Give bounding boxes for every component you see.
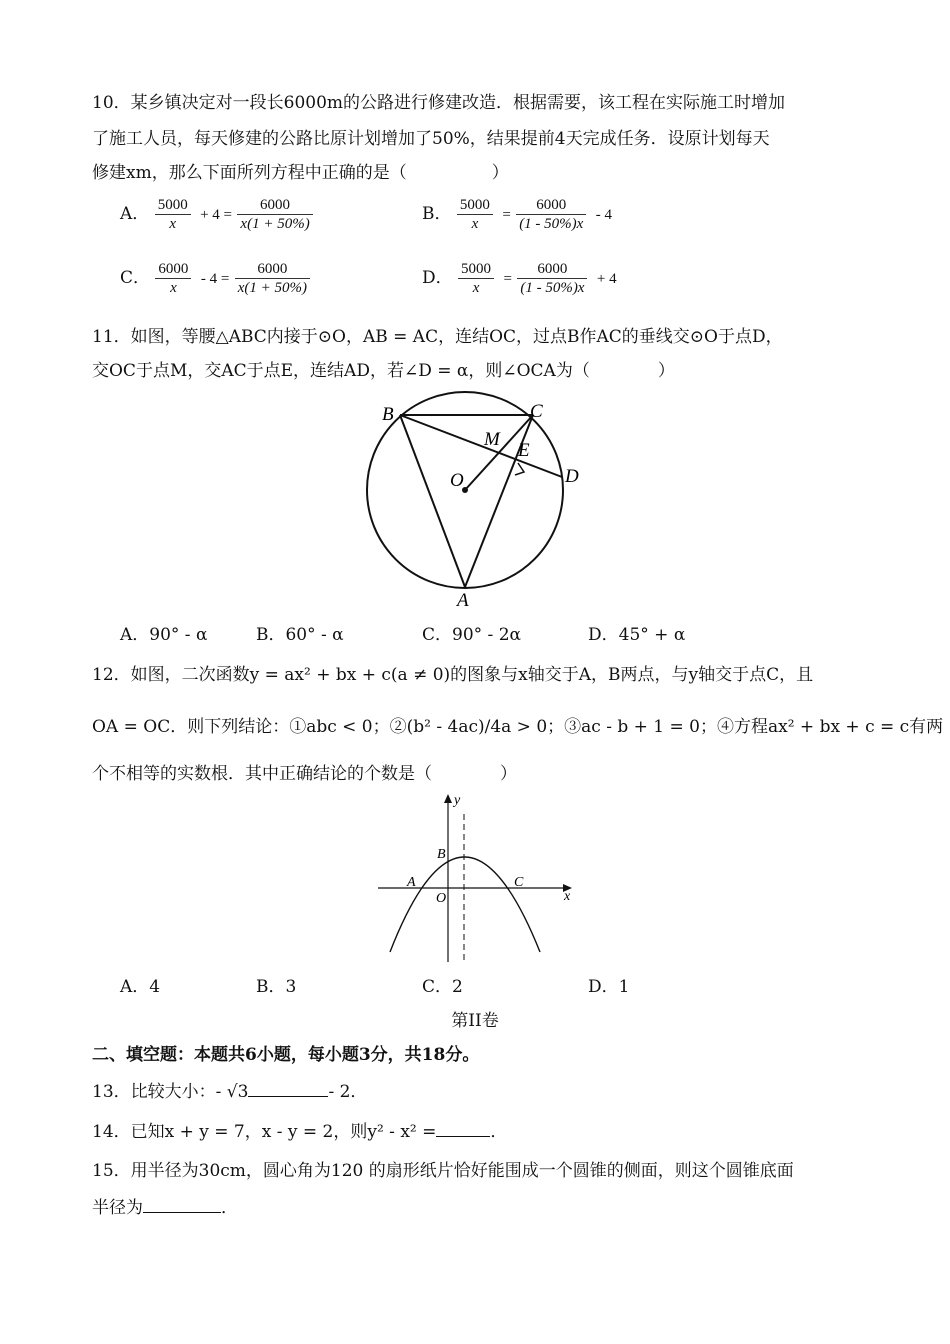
q13-line — [92, 1078, 367, 1105]
fig-label-d: D — [565, 466, 579, 487]
chord-ba — [400, 415, 465, 587]
q10-line-1: 10．某乡镇决定对一段长6000m的公路进行修建改造．根据需要，该工程在实际施工时增加 — [92, 93, 786, 113]
fig-label-o: O — [436, 891, 447, 906]
q15-line-1: 15．用半径为30cm，圆心角为120 的扇形纸片恰好能围成一个圆锥的侧面，则这个圆锥底面 — [92, 1161, 794, 1181]
fig-label-b: B — [382, 404, 394, 425]
q12-option-c: C．2 — [422, 977, 463, 997]
right-angle-mark — [515, 463, 524, 475]
fig-label-x: x — [564, 889, 571, 904]
q12-option-a: A．4 — [120, 977, 161, 997]
fig-label-a: A — [457, 590, 469, 611]
q11-option-a: A．90° - α — [120, 625, 208, 645]
q12-line-2: OA = OC．则下列结论：①abc < 0；②(b² - 4ac)/4a > 0；③ac - b + 1 = 0；④方程ax² + bx + c = c有两 — [92, 717, 944, 737]
fig-label-b: B — [437, 847, 446, 862]
fig-label-o: O — [450, 470, 464, 491]
q15-answer-blank[interactable] — [143, 1194, 221, 1213]
y-axis-arrow — [444, 794, 452, 803]
q14-text-end: ． — [490, 1122, 508, 1142]
q11-line-1: 11．如图，等腰△ABC内接于⊙O，AB = AC，连结OC，过点B作AC的垂线交⊙O于点D， — [92, 327, 783, 347]
q10-option-c: C． $\frac{6000}{x}$ - 4 = $\frac{6000}{x(1 + 50\%)}$ — [120, 260, 314, 297]
q14-answer-blank[interactable] — [436, 1118, 490, 1137]
q10-option-d: D． $\frac{5000}{x}$ = $\frac{6000}{(1 - 50\%)x}$ + 4 — [422, 261, 617, 296]
fig-label-c: C — [514, 875, 524, 890]
q12-line-1: 12．如图，二次函数y = ax² + bx + c(a ≠ 0)的图象与x轴交于A，B两点，与y轴交于点C，且 — [92, 665, 814, 685]
section-heading: 二、填空题：本题共6小题，每小题3分，共18分。 — [92, 1045, 480, 1065]
q10-option-b: B． $\frac{5000}{x}$ = $\frac{6000}{(1 - 50\%)x}$ - 4 — [422, 197, 612, 232]
fig-label-a: A — [407, 875, 416, 890]
q13-answer-blank[interactable] — [248, 1078, 328, 1097]
q12-line-3: 个不相等的实数根．其中正确结论的个数是（ ） — [92, 764, 517, 784]
fig-label-c: C — [530, 401, 543, 422]
q11-option-b: B．60° - α — [256, 625, 344, 645]
q12-option-b: B．3 — [256, 977, 297, 997]
q14-text: 14．已知x + y = 7，x - y = 2，则y² - x² = — [92, 1122, 437, 1142]
fig-label-e: E — [518, 440, 530, 461]
q11-option-d: D．45° + α — [588, 625, 686, 645]
fig-label-m: M — [484, 429, 500, 450]
fig-label-y: y — [454, 793, 461, 808]
q10-line-3: 修建xm，那么下面所列方程中正确的是（ ） — [92, 163, 509, 183]
q15-line-2 — [92, 1194, 238, 1221]
q12-parabola-figure — [370, 788, 580, 964]
q11-line-2: 交OC于点M，交AC于点E，连结AD，若∠D = α，则∠OCA为（ ） — [92, 361, 675, 381]
q15-text-end: ． — [221, 1198, 238, 1218]
q11-circle-figure — [350, 390, 610, 614]
q11-option-c: C．90° - 2α — [422, 625, 521, 645]
q12-option-d: D．1 — [588, 977, 630, 997]
q10-option-a: A． $\frac{5000}{x}$ + 4 = $\frac{6000}{x(1 + 50\%)}$ — [120, 196, 317, 233]
q14-line — [92, 1118, 507, 1145]
q13-text-end: - 2． — [328, 1082, 368, 1102]
section-title: 第II卷 — [451, 1011, 499, 1031]
parabola-curve — [390, 857, 540, 952]
q13-text: 13．比较大小：- √3 — [92, 1082, 249, 1102]
q15-text: 半径为 — [92, 1198, 143, 1218]
q10-line-2: 了施工人员，每天修建的公路比原计划增加了50%，结果提前4天完成任务．设原计划每天 — [92, 129, 770, 149]
